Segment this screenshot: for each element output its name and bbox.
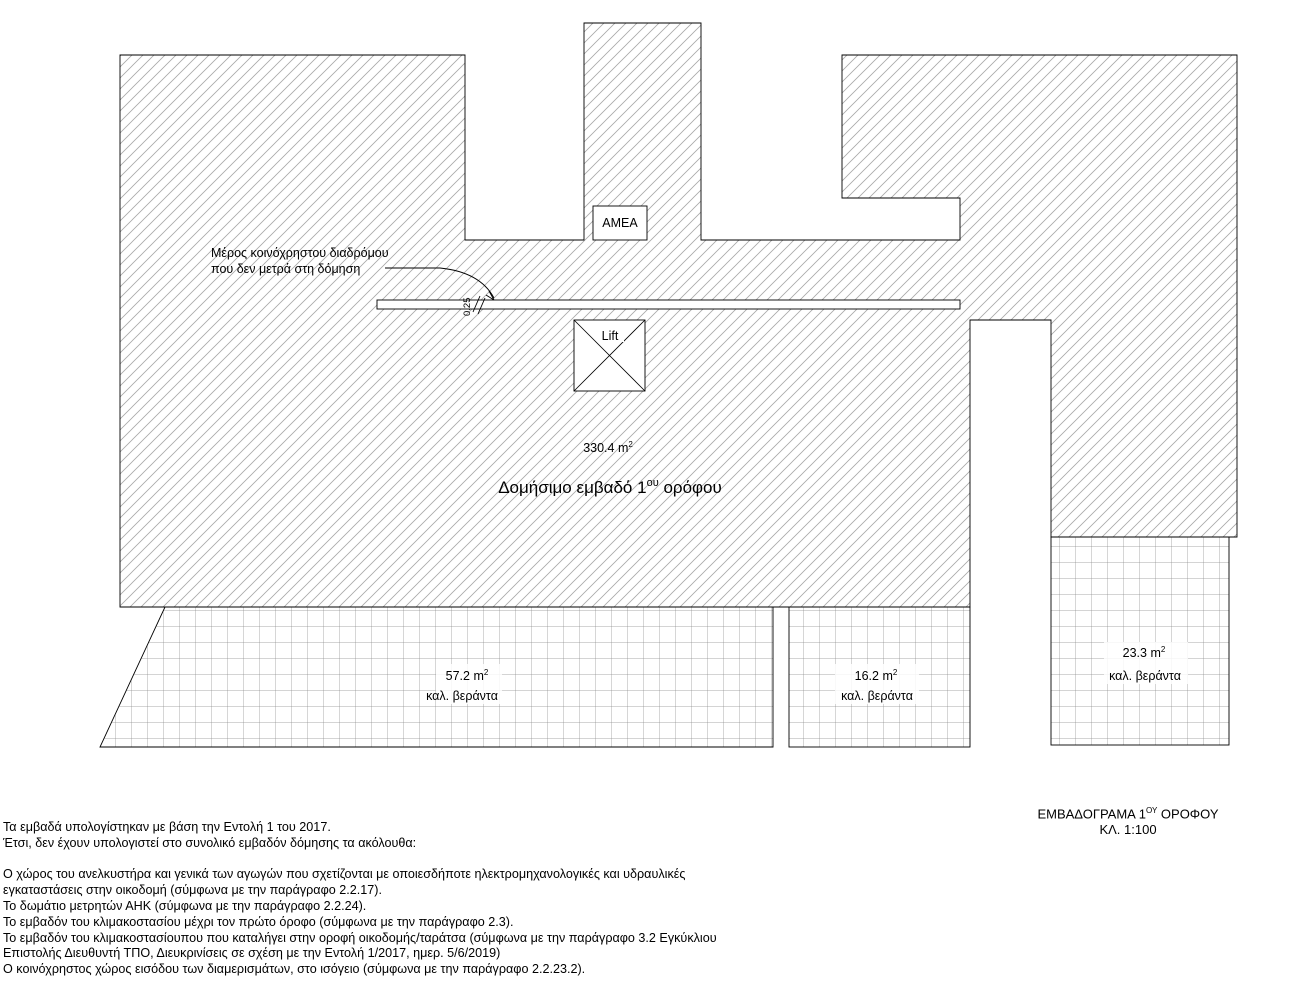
notes-item: Το εμβαδόν του κλιμακοστασίου μέχρι τον πρώτο όροφο (σύμφωνα με την παράγραφο 2.3). <box>3 914 514 929</box>
main-area-value: 330.4 $m^2$ <box>583 440 633 455</box>
amea-label: ΑΜΕΑ <box>602 216 638 230</box>
notes-item: εγκαταστάσεις στην οικοδομή (σύμφωνα με την παράγραφο 2.2.17). <box>3 883 382 898</box>
notes-block <box>3 820 863 978</box>
veranda-3-label: καλ. βεράντα <box>1109 669 1181 683</box>
notes-item: Το δωμάτιο μετρητών ΑΗΚ (σύμφωνα με την παράγραφο 2.2.24). <box>3 898 367 913</box>
notes-item: Επιστολής Διευθυντή ΤΠΟ, Διευκρινίσεις σε σχέση με την Εντολή 1/2017, ημερ. 5/6/2019) <box>3 946 501 961</box>
veranda-3-area: 23.3 $m^2$ <box>1122 645 1166 660</box>
veranda-1-area: 57.2 $m^2$ <box>445 668 489 683</box>
corridor-width-dim: 0.25 <box>462 297 473 316</box>
corridor-note-line1: Μέρος κοινόχρηστου διαδρόμου <box>211 246 389 260</box>
buildable-area <box>120 23 1237 607</box>
title-block <box>1000 803 1256 838</box>
veranda-area-3 <box>1051 537 1229 745</box>
veranda-1-label: καλ. βεράντα <box>426 689 498 703</box>
veranda-2-area: 16.2 $m^2$ <box>854 668 898 683</box>
drawing-scale: ΚΛ. 1:100 <box>1099 822 1157 838</box>
veranda-2-label: καλ. βεράντα <box>841 689 913 703</box>
main-area-title: Δομήσιμο εμβαδό $1^{o\upsilon}$ ορόφου <box>498 477 722 497</box>
corridor-note-line2: που δεν μετρά στη δόμηση <box>211 262 361 276</box>
lift-label: Lift <box>601 329 619 343</box>
notes-item: Ο χώρος του ανελκυστήρα και γενικά των αγωγών που σχετίζονται με οποιεσδήποτε ηλεκτρομηχανολογικές και υδραυλικές <box>3 867 686 882</box>
notes-item: Το εμβαδόν του κλιμακοστασίουπου που καταλήγει στην οροφή οικοδομής/ταράτσα (σύμφωνα με την παράγραφο 3.2 Εγκύκλιου <box>3 930 717 945</box>
notes-item: Ο κοινόχρηστος χώρος εισόδου των διαμερισμάτων, στο ισόγειο (σύμφωνα με την παράγραφο 2.2.23.2). <box>3 962 586 977</box>
drawing-title: ΕΜΒΑΔΟΓΡΑΜΑ $1^{O\Upsilon}$ ΟΡΟΦΟΥ <box>1037 806 1219 822</box>
notes-intro-line-2: Έτσι, δεν έχουν υπολογιστεί στο συνολικό εμβαδόν δόμησης τα ακόλουθα: <box>3 835 417 850</box>
notes-intro-line-1: Τα εμβαδά υπολογίστηκαν με βάση την Εντολή 1 του 2017. <box>3 820 331 834</box>
